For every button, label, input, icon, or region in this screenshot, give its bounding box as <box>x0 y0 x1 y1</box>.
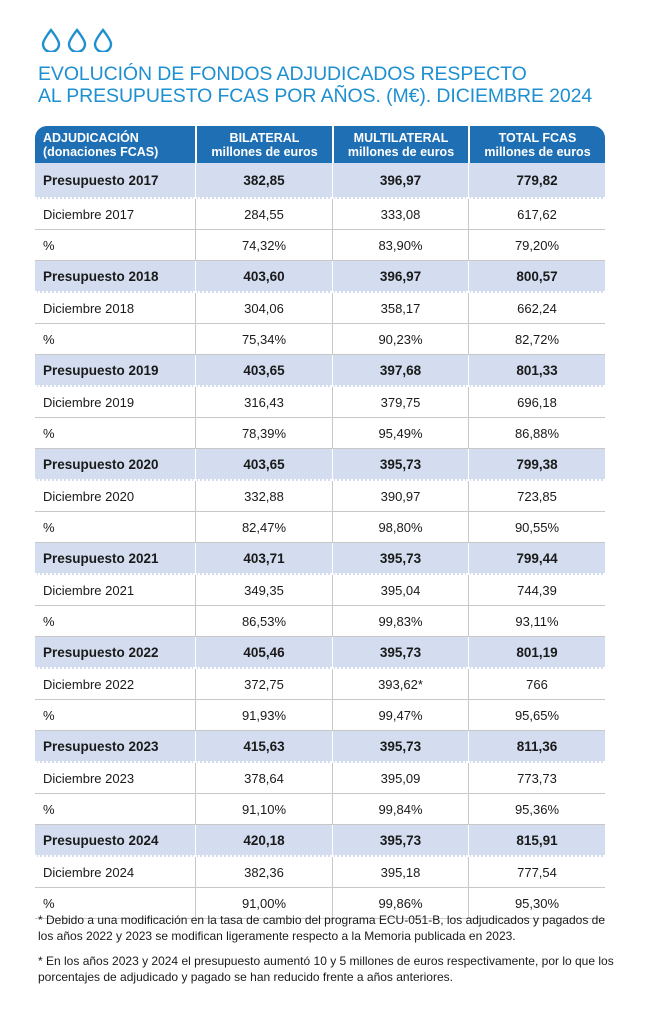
total-cell: 723,85 <box>468 481 605 512</box>
budget-row <box>35 825 605 857</box>
row-label-cell: Diciembre 2023 <box>35 763 195 794</box>
bilateral-cell: 372,75 <box>195 669 332 700</box>
percentage-row <box>35 230 605 261</box>
bilateral-cell: 403,65 <box>195 449 332 481</box>
total-cell: 811,36 <box>468 731 605 763</box>
multilateral-cell: 83,90% <box>332 230 468 261</box>
row-label-cell: Presupuesto 2018 <box>35 261 195 293</box>
bilateral-cell: 420,18 <box>195 825 332 857</box>
bilateral-cell: 74,32% <box>195 230 332 261</box>
budget-row <box>35 449 605 481</box>
multilateral-cell: 358,17 <box>332 293 468 324</box>
total-cell: 773,73 <box>468 763 605 794</box>
row-label-cell: Diciembre 2022 <box>35 669 195 700</box>
water-drops-decoration <box>40 28 114 52</box>
december-row <box>35 481 605 512</box>
total-cell: 95,30% <box>468 888 605 919</box>
footnote-exchange-rate: * Debido a una modificación en la tasa de cambio del programa ECU-051-B, los adjudicados y pagados de los años 2022 y 2023 se modifican ligeramente respecto a la Memoria publicada en 2023. <box>38 913 606 943</box>
bilateral-cell: 403,60 <box>195 261 332 293</box>
row-label-cell: Presupuesto 2019 <box>35 355 195 387</box>
multilateral-cell: 98,80% <box>332 512 468 543</box>
header-adjudicacion: ADJUDICACIÓN (donaciones FCAS) <box>35 126 195 163</box>
row-label-cell: % <box>35 794 195 825</box>
bilateral-cell: 75,34% <box>195 324 332 355</box>
total-cell: 93,11% <box>468 606 605 637</box>
budget-row <box>35 163 605 199</box>
bilateral-cell: 415,63 <box>195 731 332 763</box>
multilateral-cell: 395,18 <box>332 857 468 888</box>
total-cell: 696,18 <box>468 387 605 418</box>
multilateral-cell: 396,97 <box>332 163 468 199</box>
december-row <box>35 387 605 418</box>
total-cell: 95,36% <box>468 794 605 825</box>
row-label-cell: % <box>35 700 195 731</box>
row-label-cell: Diciembre 2017 <box>35 199 195 230</box>
fcas-funds-table <box>35 126 605 919</box>
water-drop-icon <box>92 28 114 52</box>
bilateral-cell: 78,39% <box>195 418 332 449</box>
row-label-cell: % <box>35 606 195 637</box>
budget-row <box>35 637 605 669</box>
total-cell: 95,65% <box>468 700 605 731</box>
multilateral-cell: 395,73 <box>332 637 468 669</box>
multilateral-cell: 395,73 <box>332 449 468 481</box>
bilateral-cell: 349,35 <box>195 575 332 606</box>
total-cell: 766 <box>468 669 605 700</box>
header-bilateral: BILATERAL millones de euros <box>195 126 332 163</box>
bilateral-cell: 382,85 <box>195 163 332 199</box>
bilateral-cell: 403,65 <box>195 355 332 387</box>
multilateral-cell: 395,73 <box>332 731 468 763</box>
total-cell: 744,39 <box>468 575 605 606</box>
multilateral-cell: 99,84% <box>332 794 468 825</box>
row-label-cell: Presupuesto 2021 <box>35 543 195 575</box>
row-label-cell: % <box>35 512 195 543</box>
multilateral-cell: 379,75 <box>332 387 468 418</box>
row-label-cell: Presupuesto 2022 <box>35 637 195 669</box>
footnotes <box>38 912 618 994</box>
row-label-cell: Presupuesto 2017 <box>35 163 195 199</box>
total-cell: 90,55% <box>468 512 605 543</box>
row-label-cell: Diciembre 2019 <box>35 387 195 418</box>
row-label-cell: Diciembre 2021 <box>35 575 195 606</box>
row-label-cell: % <box>35 418 195 449</box>
multilateral-cell: 396,97 <box>332 261 468 293</box>
water-drop-icon <box>66 28 88 52</box>
multilateral-cell: 90,23% <box>332 324 468 355</box>
total-cell: 777,54 <box>468 857 605 888</box>
page-title <box>38 63 618 107</box>
table-body <box>35 163 605 919</box>
total-cell: 82,72% <box>468 324 605 355</box>
percentage-row <box>35 324 605 355</box>
december-row <box>35 293 605 324</box>
total-cell: 799,44 <box>468 543 605 575</box>
total-cell: 617,62 <box>468 199 605 230</box>
footnote-budget-increase: * En los años 2023 y 2024 el presupuesto aumentó 10 y 5 millones de euros respectivamente, por lo que los porcentajes de adjudicado y pagado se han reducido frente a años anteriores. <box>38 954 614 984</box>
total-cell: 79,20% <box>468 230 605 261</box>
row-label-cell: Presupuesto 2023 <box>35 731 195 763</box>
percentage-row <box>35 794 605 825</box>
total-cell: 799,38 <box>468 449 605 481</box>
multilateral-cell: 333,08 <box>332 199 468 230</box>
bilateral-cell: 91,10% <box>195 794 332 825</box>
row-label-cell: % <box>35 230 195 261</box>
bilateral-cell: 378,64 <box>195 763 332 794</box>
bilateral-cell: 91,00% <box>195 888 332 919</box>
december-row <box>35 575 605 606</box>
total-cell: 86,88% <box>468 418 605 449</box>
header-multilateral: MULTILATERAL millones de euros <box>332 126 468 163</box>
total-cell: 662,24 <box>468 293 605 324</box>
bilateral-cell: 82,47% <box>195 512 332 543</box>
bilateral-cell: 91,93% <box>195 700 332 731</box>
multilateral-cell: 397,68 <box>332 355 468 387</box>
bilateral-cell: 316,43 <box>195 387 332 418</box>
water-drop-icon <box>40 28 62 52</box>
multilateral-cell: 395,09 <box>332 763 468 794</box>
bilateral-cell: 382,36 <box>195 857 332 888</box>
percentage-row <box>35 606 605 637</box>
row-label-cell: % <box>35 324 195 355</box>
total-cell: 779,82 <box>468 163 605 199</box>
row-label-cell: % <box>35 888 195 919</box>
bilateral-cell: 304,06 <box>195 293 332 324</box>
multilateral-cell: 95,49% <box>332 418 468 449</box>
december-row <box>35 857 605 888</box>
multilateral-cell: 395,04 <box>332 575 468 606</box>
total-cell: 815,91 <box>468 825 605 857</box>
budget-row <box>35 261 605 293</box>
december-row <box>35 199 605 230</box>
total-cell: 800,57 <box>468 261 605 293</box>
december-row <box>35 763 605 794</box>
row-label-cell: Diciembre 2018 <box>35 293 195 324</box>
table-header-row <box>35 126 605 163</box>
multilateral-cell: 99,83% <box>332 606 468 637</box>
total-cell: 801,19 <box>468 637 605 669</box>
budget-row <box>35 543 605 575</box>
multilateral-cell: 99,47% <box>332 700 468 731</box>
total-cell: 801,33 <box>468 355 605 387</box>
row-label-cell: Diciembre 2024 <box>35 857 195 888</box>
bilateral-cell: 332,88 <box>195 481 332 512</box>
title-line-1: EVOLUCIÓN DE FONDOS ADJUDICADOS RESPECTO <box>38 63 527 85</box>
bilateral-cell: 86,53% <box>195 606 332 637</box>
percentage-row <box>35 512 605 543</box>
row-label-cell: Presupuesto 2020 <box>35 449 195 481</box>
multilateral-cell: 390,97 <box>332 481 468 512</box>
percentage-row <box>35 700 605 731</box>
title-line-2: AL PRESUPUESTO FCAS POR AÑOS. (M€). DICIEMBRE 2024 <box>38 85 593 107</box>
december-row <box>35 669 605 700</box>
multilateral-cell: 393,62* <box>332 669 468 700</box>
header-total-fcas: TOTAL FCAS millones de euros <box>468 126 605 163</box>
bilateral-cell: 403,71 <box>195 543 332 575</box>
bilateral-cell: 405,46 <box>195 637 332 669</box>
budget-row <box>35 731 605 763</box>
row-label-cell: Diciembre 2020 <box>35 481 195 512</box>
multilateral-cell: 99,86% <box>332 888 468 919</box>
row-label-cell: Presupuesto 2024 <box>35 825 195 857</box>
bilateral-cell: 284,55 <box>195 199 332 230</box>
multilateral-cell: 395,73 <box>332 825 468 857</box>
multilateral-cell: 395,73 <box>332 543 468 575</box>
budget-row <box>35 355 605 387</box>
percentage-row <box>35 418 605 449</box>
